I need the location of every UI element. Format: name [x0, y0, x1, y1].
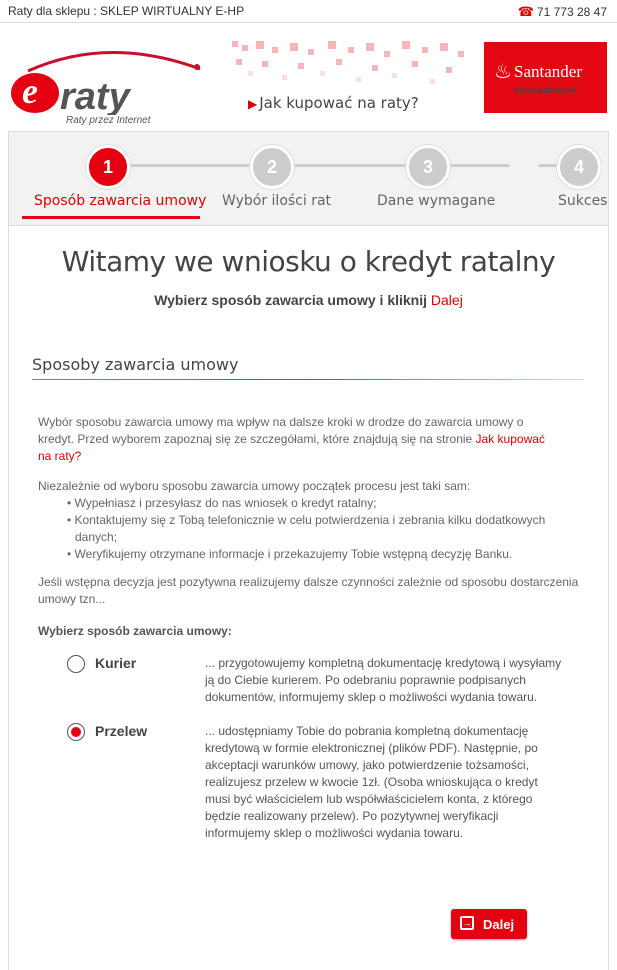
phone-number: [518, 4, 607, 20]
shop-info: Raty dla sklepu : SKLEP WIRTUALNY E-HP: [8, 4, 245, 18]
step-2-label: Wybór ilości rat: [222, 193, 332, 209]
desc-line: realizujesz przelew w kwocie 1zł. (Osoba wnioskująca o kredyt: [205, 775, 538, 789]
how-to-buy-inline-link[interactable]: Jak kupować: [475, 432, 545, 446]
positive-decision-paragraph: [38, 574, 578, 608]
intro-line: Wybór sposobu zawarcia umowy ma wpływ na dalsze kroki w drodze do zawarcia umowy o: [38, 415, 524, 429]
desc-line: informujemy sklep o możliwości wydania towaru.: [205, 826, 464, 840]
section-divider: [32, 379, 584, 380]
desc-line: będzie realizowany przelew). Po pozytywnej weryfikacji: [205, 809, 499, 823]
desc-line: akceptacji warunków umowy, jako potwierdzenie tożsamości,: [205, 758, 529, 772]
desc-line: ... przygotowujemy kompletną dokumentację kredytową i wysyłamy: [205, 656, 562, 670]
active-step-indicator: [22, 216, 200, 219]
section-title: Sposoby zawarcia umowy: [32, 355, 239, 374]
next-button-label: Dalej: [483, 917, 515, 932]
header: [0, 23, 617, 126]
svg-text:e: e: [22, 71, 38, 111]
application-panel: [8, 131, 609, 970]
list-item: danych;: [75, 530, 118, 544]
subtitle-text: Wybierz sposób zawarcia umowy i kliknij: [154, 292, 428, 308]
step-4-label: Sukces: [558, 193, 608, 209]
process-intro: Niezależnie od wyboru sposobu zawarcia umowy początek procesu jest taki sam:: [38, 479, 471, 493]
option-przelew-label[interactable]: Przelew: [95, 723, 148, 739]
step-3-circle: 3: [406, 145, 450, 189]
banner-decoration: [232, 41, 472, 91]
list-item: • Wypełniasz i przesyłasz do nas wniosek o kredyt ratalny;: [67, 496, 377, 510]
step-1-label: Sposób zawarcia umowy: [34, 193, 207, 209]
option-przelew-description: [205, 723, 575, 842]
step-3-label: Dane wymagane: [377, 193, 496, 209]
page-subtitle: [9, 292, 608, 308]
desc-line: musi być właścicielem lub współwłaścicielem konta, z którego: [205, 792, 533, 806]
how-to-buy-label: Jak kupować na raty?: [259, 94, 419, 112]
arrow-right-icon: ▶: [248, 97, 258, 111]
progress-steps: [9, 132, 608, 226]
subtitle-dalej: Dalej: [430, 292, 463, 308]
step-4-circle: 4: [557, 145, 601, 189]
eraty-logo[interactable]: [8, 43, 208, 126]
santander-logo: [484, 42, 607, 113]
logo-tagline: Raty przez Internet: [66, 115, 151, 126]
choose-method-label: Wybierz sposób zawarcia umowy:: [38, 624, 232, 638]
step-1-circle: 1: [86, 145, 130, 189]
bank-subtitle: CONSUMER BANK: [514, 88, 577, 95]
how-to-buy-inline-link-cont[interactable]: na raty?: [38, 449, 82, 463]
how-to-buy-link[interactable]: [248, 94, 419, 112]
logo-wordmark: raty: [60, 76, 130, 115]
next-button[interactable]: [451, 909, 527, 939]
option-kurier-label[interactable]: Kurier: [95, 655, 137, 671]
radio-selected-dot: [71, 727, 81, 737]
step-2-circle: 2: [250, 145, 294, 189]
top-bar: [0, 0, 617, 23]
list-item: • Weryfikujemy otrzymane informacje i przekazujemy Tobie wstępną decyzję Banku.: [67, 547, 513, 561]
positive-line: umowy tzn...: [38, 592, 106, 606]
desc-line: ... udostępniamy Tobie do pobrania kompletną dokumentację: [205, 724, 529, 738]
phone-icon: ☎: [517, 4, 534, 19]
page-title: Witamy we wniosku o kredyt ratalny: [61, 245, 556, 278]
santander-flame-icon: ♨: [494, 61, 512, 83]
radio-przelew[interactable]: [67, 723, 85, 741]
intro-line: kredyt. Przed wyborem zapoznaj się ze szczegółami, które znajdują się na stronie: [38, 432, 473, 446]
phone-text: 71 773 28 47: [536, 5, 607, 19]
positive-line: Jeśli wstępna decyzja jest pozytywna realizujemy dalsze czynności zależnie od sposobu dostarczenia: [38, 575, 579, 589]
radio-kurier[interactable]: [67, 655, 85, 673]
list-item: • Kontaktujemy się z Tobą telefonicznie w celu potwierdzenia i zebrania kilku dodatkowych: [67, 513, 546, 527]
bank-name: Santander: [514, 62, 582, 81]
intro-paragraph: [38, 414, 545, 465]
desc-line: ją do Ciebie kurierem. Po odebraniu poprawnie podpisanych: [205, 673, 526, 687]
steps-connector: [129, 164, 509, 167]
enter-icon: →: [460, 916, 474, 930]
option-kurier-description: [205, 655, 575, 706]
desc-line: dokumentów, informujemy sklep o możliwości wydania towaru.: [205, 690, 538, 704]
desc-line: kredytową w formie elektronicznej (plików PDF). Następnie, po: [205, 741, 538, 755]
